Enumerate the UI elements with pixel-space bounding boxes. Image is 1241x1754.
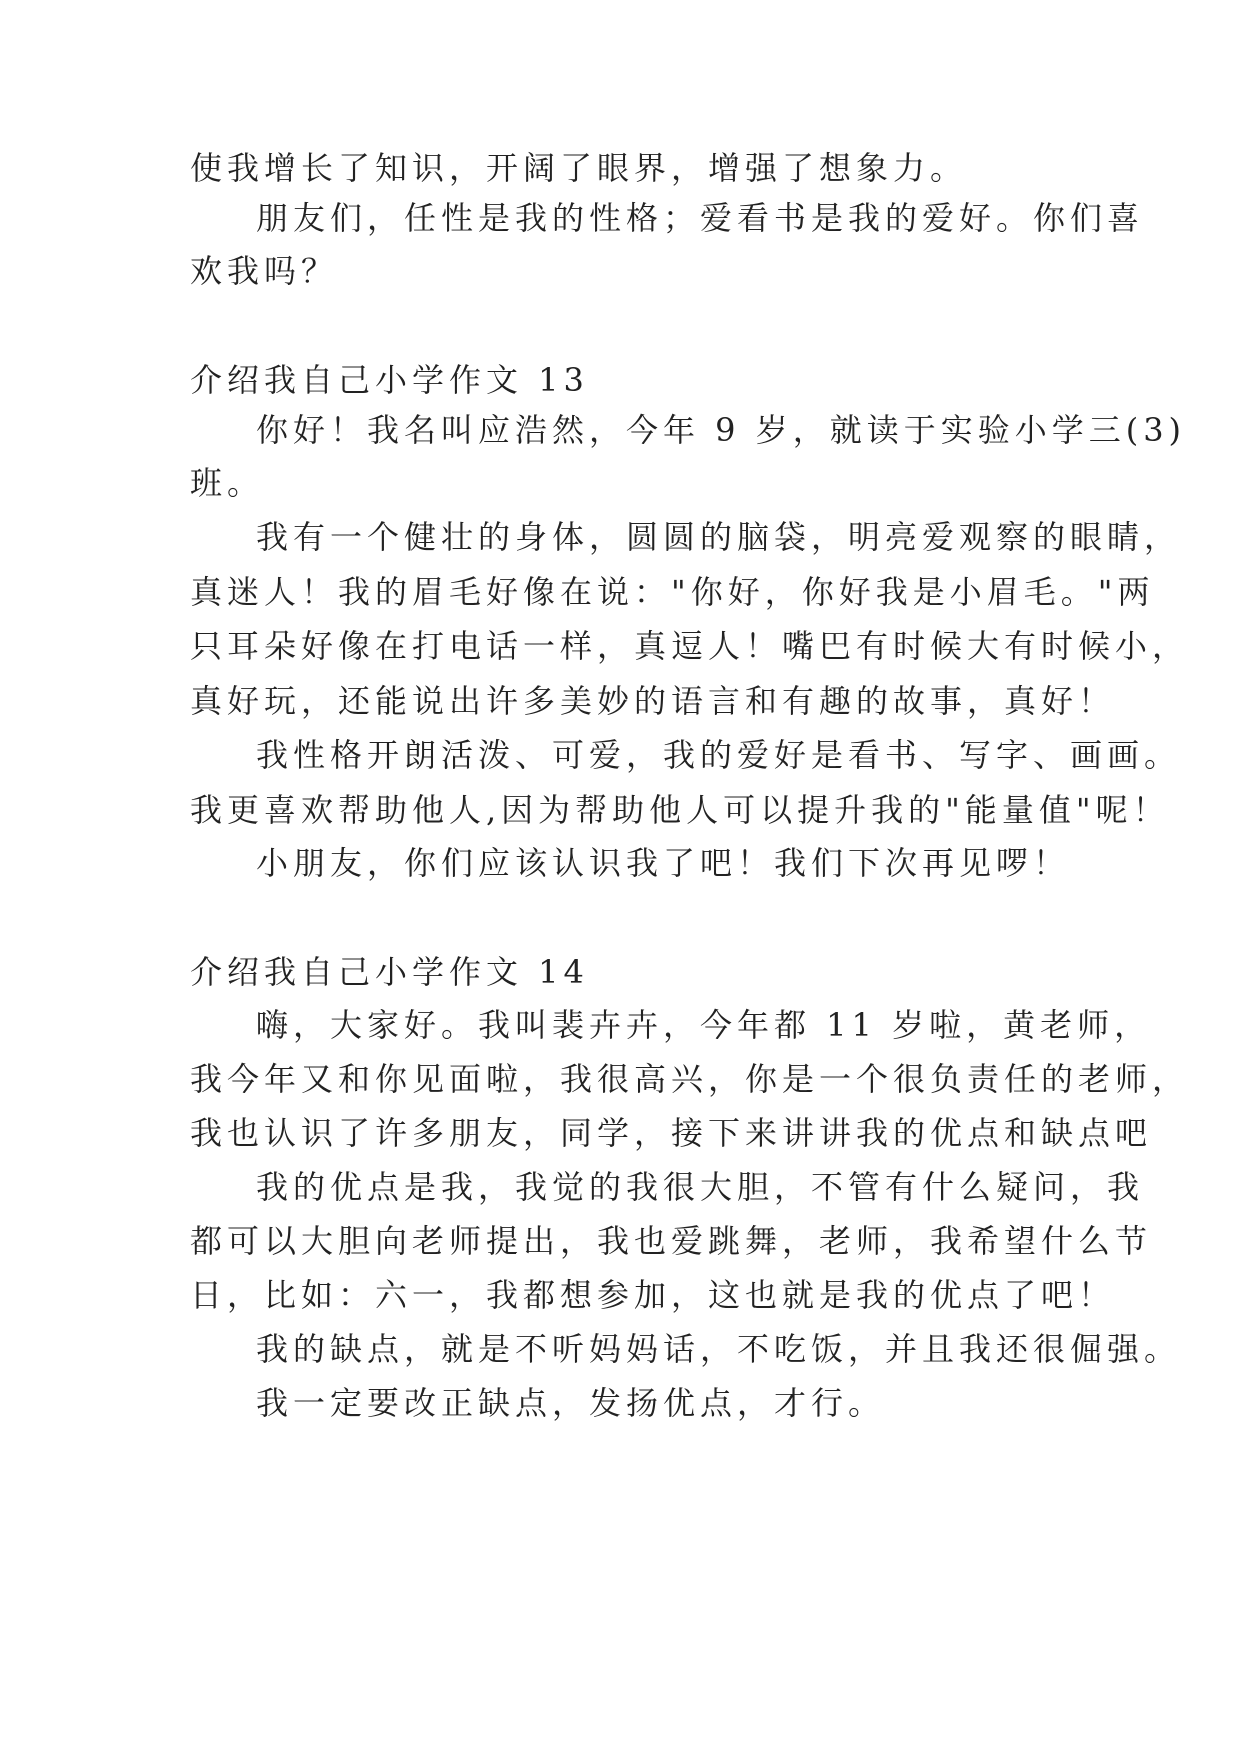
paragraph-line: 真好玩，还能说出许多美妙的语言和有趣的故事，真好！ bbox=[190, 682, 1116, 720]
paragraph-line: 嗨，大家好。我叫裴卉卉，今年都 11 岁啦，黄老师， bbox=[256, 1006, 1152, 1044]
paragraph-line: 都可以大胆向老师提出，我也爱跳舞，老师，我希望什么节 bbox=[190, 1222, 1153, 1260]
paragraph-line: 我一定要改正缺点，发扬优点，才行。 bbox=[256, 1384, 886, 1422]
paragraph-line: 日，比如：六一，我都想参加，这也就是我的优点了吧！ bbox=[190, 1276, 1116, 1314]
paragraph-line: 我性格开朗活泼、可爱，我的爱好是看书、写字、画画。 bbox=[256, 736, 1182, 774]
section-heading: 介绍我自己小学作文 14 bbox=[190, 953, 589, 991]
paragraph-line: 我更喜欢帮助他人,因为帮助他人可以提升我的"能量值"呢！ bbox=[190, 791, 1170, 829]
paragraph-line: 朋友们，任性是我的性格；爱看书是我的爱好。你们喜 bbox=[256, 199, 1145, 237]
paragraph-line: 班。 bbox=[190, 464, 265, 502]
paragraph-line: 你好！我名叫应浩然，今年 9 岁，就读于实验小学三(3) bbox=[256, 411, 1187, 449]
paragraph-line: 只耳朵好像在打电话一样，真逗人！嘴巴有时候大有时候小， bbox=[190, 627, 1190, 665]
paragraph-line: 我有一个健壮的身体，圆圆的脑袋，明亮爱观察的眼睛， bbox=[256, 518, 1182, 556]
section-heading: 介绍我自己小学作文 13 bbox=[190, 361, 589, 399]
paragraph-line: 使我增长了知识，开阔了眼界，增强了想象力。 bbox=[190, 149, 968, 187]
paragraph-line: 我的优点是我，我觉的我很大胆，不管有什么疑问，我 bbox=[256, 1168, 1145, 1206]
paragraph-line: 我今年又和你见面啦，我很高兴，你是一个很负责任的老师， bbox=[190, 1060, 1190, 1098]
paragraph-line: 小朋友，你们应该认识我了吧！我们下次再见啰！ bbox=[256, 844, 1071, 882]
paragraph-line: 真迷人！我的眉毛好像在说："你好，你好我是小眉毛。"两 bbox=[190, 573, 1155, 611]
paragraph-line: 欢我吗？ bbox=[190, 252, 339, 290]
paragraph-line: 我的缺点，就是不听妈妈话，不吃饭，并且我还很倔强。 bbox=[256, 1330, 1182, 1368]
paragraph-line: 我也认识了许多朋友，同学，接下来讲讲我的优点和缺点吧 bbox=[190, 1114, 1153, 1152]
